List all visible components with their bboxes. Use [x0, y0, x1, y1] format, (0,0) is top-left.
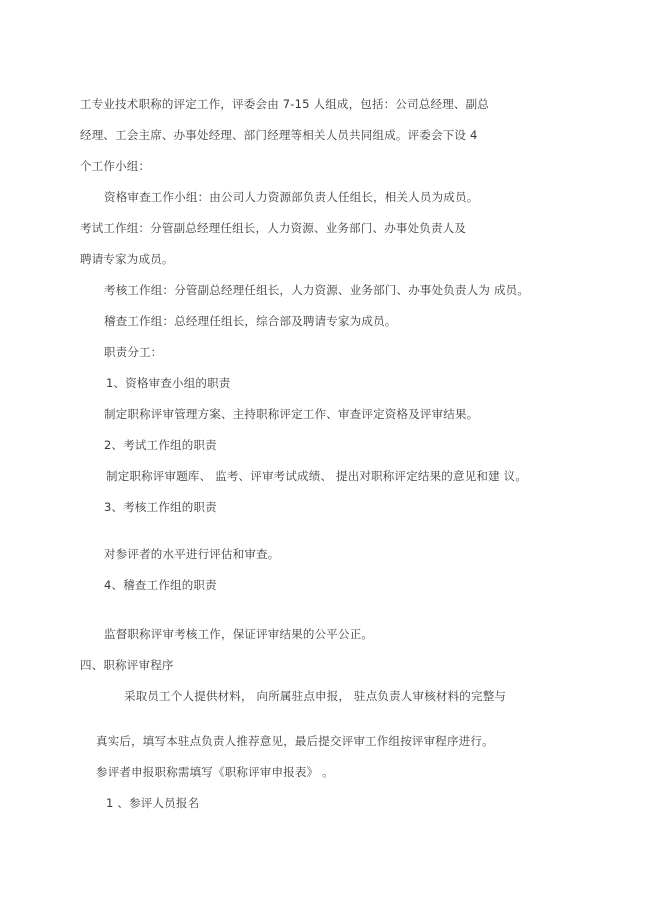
text-line: 资格审查工作小组：由公司人力资源部负责人任组长，相关人员为成员。 — [104, 190, 479, 204]
text-line: 制定职称评审管理方案、主持职称评定工作、审查评定资格及评审结果。 — [104, 407, 479, 421]
text-line: 个工作小组： — [80, 159, 151, 173]
text-line: 监督职称评审考核工作，保证评审结果的公平公正。 — [104, 627, 374, 641]
text-line: 真实后，填写本驻点负责人推荐意见，最后提交评审工作组按评审程序进行。 — [96, 734, 494, 748]
section-heading: 四、职称评审程序 — [80, 658, 174, 672]
list-heading: 1、资格审查小组的职责 — [106, 376, 231, 390]
text-line: 制定职称评审题库、 监考、评审考试成绩、 提出对职称评定结果的意见和建 议。 — [106, 469, 528, 483]
list-heading: 4、稽查工作组的职责 — [104, 578, 217, 592]
text-line: 经理、工会主席、办事处经理、部门经理等相关人员共同组成。评委会下设 4 — [80, 128, 478, 142]
text-line: 职责分工： — [104, 345, 163, 359]
text-line: 稽查工作组：总经理任组长，综合部及聘请专家为成员。 — [104, 314, 397, 328]
text-line: 考试工作组：分管副总经理任组长，人力资源、业务部门、办事处负责人及 — [80, 221, 467, 235]
list-heading: 2、考试工作组的职责 — [104, 438, 217, 452]
text-line: 聘请专家为成员。 — [80, 252, 174, 266]
list-heading: 1 、参评人员报名 — [106, 796, 200, 810]
text-line: 工专业技术职称的评定工作，评委会由 7-15 人组成，包括：公司总经理、副总 — [80, 97, 490, 111]
text-line: 对参评者的水平进行评估和审查。 — [104, 547, 280, 561]
text-line: 采取员工个人提供材料， 向所属驻点申报， 驻点负责人审核材料的完整与 — [124, 689, 507, 703]
list-heading: 3、考核工作组的职责 — [104, 500, 217, 514]
text-line: 参评者申报职称需填写《职称评审申报表》 。 — [96, 765, 334, 779]
text-line: 考核工作组：分管副总经理任组长，人力资源、业务部门、办事处负责人为 成员。 — [104, 283, 530, 297]
